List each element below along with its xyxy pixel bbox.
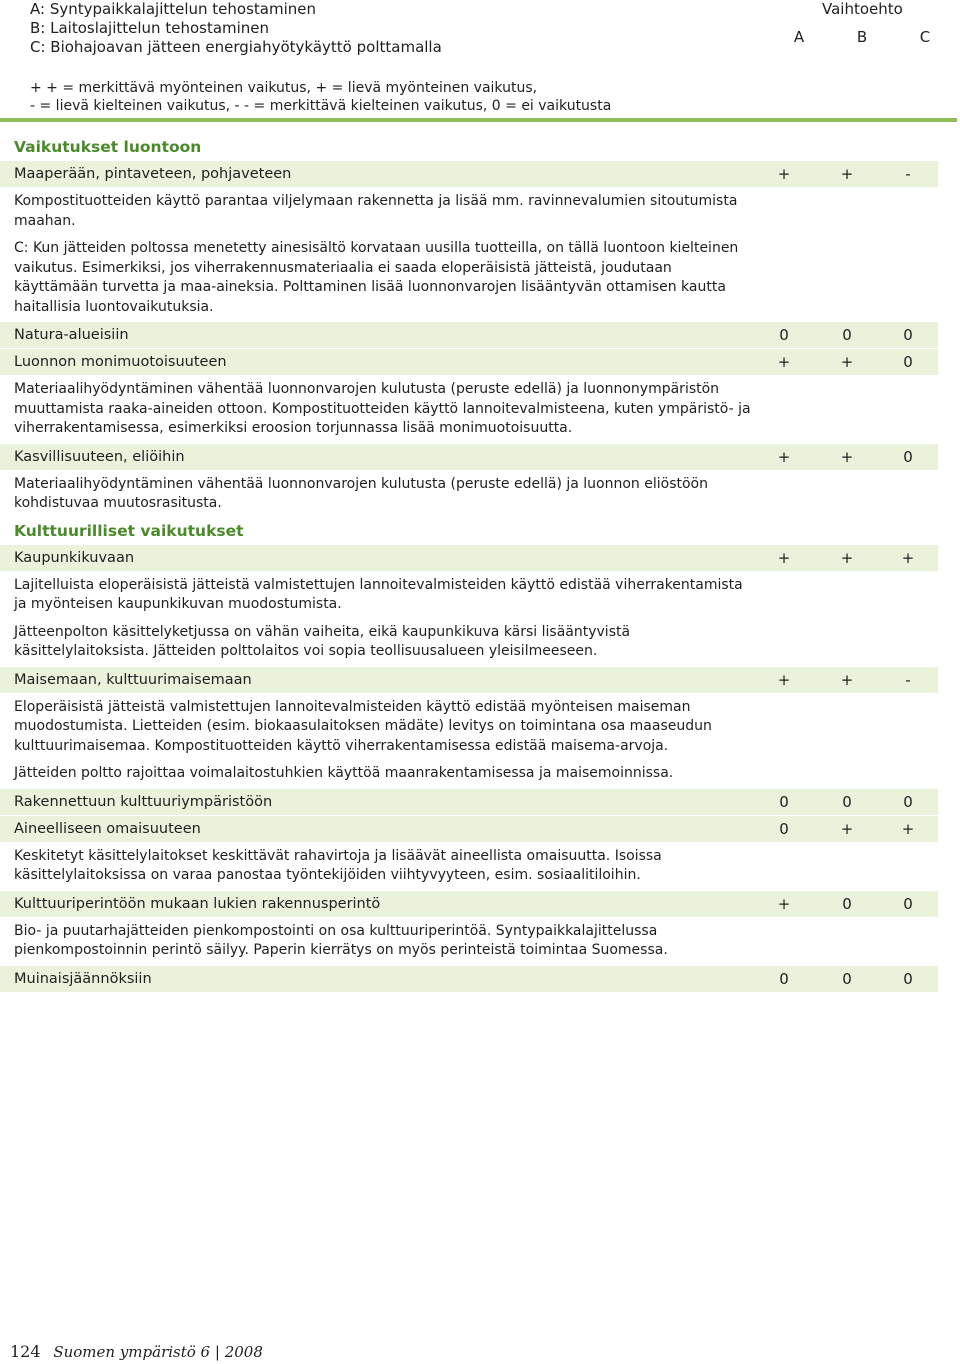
- impact-row: [0, 444, 938, 470]
- section-title: Kulttuurilliset vaikutukset: [14, 521, 244, 540]
- rating-b: +: [840, 165, 854, 183]
- option-c-text: C: Biohajoavan jätteen energiahyötykäyttö polttamalla: [30, 38, 442, 56]
- rating-a: +: [777, 165, 791, 183]
- rating-b: 0: [842, 792, 852, 811]
- impact-description: Kompostituotteiden käyttö parantaa viljelymaan rakennetta ja lisää mm. ravinnevalumien sitoutumista maahan.: [14, 193, 738, 229]
- impact-description: Materiaalihyödyntäminen vähentää luonnonvarojen kulutusta (peruste edellä) ja luonnonympäristön muuttamista raaka-aineiden ottoon. Kompostituotteiden käyttö lannoitevalmisteena, kuten ympäristö- ja viherrakentamisessa, esimerkiksi eroosion torjunnassa lisää monimuotoisuutta.: [14, 381, 751, 436]
- impact-description: Lajitelluista eloperäisistä jätteistä valmistettujen lannoitevalmisteiden käyttö edistää viherrakentamista ja myönteisen kaupunkikuvan muodostumista.: [14, 576, 743, 612]
- rating-c: +: [901, 548, 915, 567]
- publication-name: Suomen ympäristö 6 | 2008: [53, 1343, 263, 1361]
- rating-a: 0: [779, 969, 789, 988]
- impact-row: [0, 816, 938, 842]
- rating-c: 0: [903, 894, 913, 913]
- rating-c: 0: [903, 326, 913, 344]
- header-divider: [0, 118, 957, 122]
- option-a-text: A: Syntypaikkalajittelun tehostaminen: [30, 0, 317, 18]
- rating-b: 0: [842, 969, 852, 988]
- rating-c: 0: [903, 969, 913, 988]
- impact-row: [0, 322, 938, 348]
- column-a-heading: A: [793, 28, 805, 46]
- rating-a: 0: [779, 819, 789, 838]
- impact-label: Kaupunkikuvaan: [14, 549, 135, 566]
- rating-c: +: [901, 819, 915, 838]
- rating-b: +: [840, 548, 854, 567]
- rating-b: +: [840, 353, 854, 371]
- impact-description: Eloperäisistä jätteistä valmistettujen lannoitevalmisteiden käyttö edistää myönteisen maiseman muodostumista. Lietteiden (esim. biokaasulaitoksen mädäte) levitys on toimintana osa maaseudun kulttuurimaisemaa. Kompostituotteiden käyttö viherrakentamisessa edistää maisema-arvoja.: [14, 698, 712, 754]
- impact-row: [0, 545, 938, 571]
- rating-a: +: [777, 353, 791, 371]
- rating-c: 0: [903, 792, 913, 811]
- impact-table: [0, 134, 938, 993]
- impact-row: [0, 789, 938, 815]
- vaihtoehto-heading: Vaihtoehto: [822, 0, 903, 18]
- impact-row: [0, 891, 938, 917]
- rating-b: 0: [842, 326, 852, 344]
- impact-label: Maisemaan, kulttuurimaisemaan: [14, 671, 252, 688]
- rating-a: +: [777, 894, 791, 913]
- rating-b: 0: [842, 894, 852, 913]
- rating-a: +: [777, 447, 791, 466]
- legend-line: - = lievä kielteinen vaikutus, - - = merkittävä kielteinen vaikutus, 0 = ei vaikutusta: [30, 98, 612, 114]
- impact-row: [0, 349, 938, 375]
- impact-label: Aineelliseen omaisuuteen: [14, 820, 201, 837]
- rating-c: 0: [903, 447, 913, 466]
- impact-description: Bio- ja puutarhajätteiden pienkompostointi on osa kulttuuriperintöä. Syntypaikkalajittelussa pienkompostoinnin perintö säilyy. Paperin kierrätys on myös perinteistä toimintaa Suomessa.: [14, 922, 668, 958]
- rating-a: 0: [779, 792, 789, 811]
- impact-description: Jätteenpolton käsittelyketjussa on vähän vaiheita, eikä kaupunkikuva kärsi lisääntyvistä käsittelylaitoksista. Jätteiden polttolaitos voi sopia teollisuusalueen yleisilmeeseen.: [14, 623, 631, 659]
- rating-c: 0: [903, 353, 913, 371]
- impact-row: [0, 161, 938, 187]
- option-b-text: B: Laitoslajittelun tehostaminen: [30, 19, 270, 37]
- impact-description: Keskitetyt käsittelylaitokset keskittävät rahavirtoja ja lisäävät aineellista omaisuutta. Isoissa käsittelylaitoksissa on varaa panostaa työntekijöiden viihtyvyyteen, esim. sosiaalitiloihin.: [14, 847, 662, 883]
- page-footer: [10, 1341, 263, 1363]
- impact-description: Jätteiden poltto rajoittaa voimalaitostuhkien käyttöä maanrakentamisessa ja maisemoinnissa.: [14, 765, 674, 781]
- impact-description: C: Kun jätteiden poltossa menetetty ainesisältö korvataan uusilla tuotteilla, on tällä luontoon kielteinen vaikutus. Esimerkiksi, jos viherrakennusmateriaalia ei saada eloperäisistä jätteistä, joudutaan käyttämään turvetta ja maa-aineksia. Polttaminen lisää luonnonvarojen lisääntyvän ottamisen kautta haitallisia luontovaikutuksia.: [14, 240, 739, 315]
- rating-b: +: [840, 819, 854, 838]
- impact-description: Materiaalihyödyntäminen vähentää luonnonvarojen kulutusta (peruste edellä) ja luonnon eliöstöön kohdistuvaa muutosrasitusta.: [14, 475, 708, 511]
- column-c-heading: C: [919, 28, 931, 46]
- rating-b: +: [840, 670, 854, 689]
- impact-label: Kulttuuriperintöön mukaan lukien rakennusperintö: [14, 895, 381, 912]
- impact-label: Rakennettuun kulttuuriympäristöön: [14, 793, 273, 810]
- page-number: 124: [10, 1342, 41, 1361]
- impact-label: Kasvillisuuteen, eliöihin: [14, 448, 185, 465]
- impact-label: Luonnon monimuotoisuuteen: [14, 354, 227, 370]
- page-header: [0, 0, 960, 126]
- rating-c: -: [905, 165, 911, 183]
- rating-b: +: [840, 447, 854, 466]
- rating-c: -: [905, 670, 911, 689]
- rating-a: +: [777, 670, 791, 689]
- impact-label: Muinaisjäännöksiin: [14, 970, 152, 987]
- rating-a: +: [777, 548, 791, 567]
- legend-line: + + = merkittävä myönteinen vaikutus, + = lievä myönteinen vaikutus,: [30, 80, 538, 96]
- impact-row: [0, 667, 938, 693]
- column-b-heading: B: [856, 28, 868, 46]
- impact-label: Natura-alueisiin: [14, 327, 129, 343]
- section-title: Vaikutukset luontoon: [14, 138, 202, 156]
- impact-label: Maaperään, pintaveteen, pohjaveteen: [14, 166, 292, 182]
- impact-row: [0, 966, 938, 992]
- rating-a: 0: [779, 326, 789, 344]
